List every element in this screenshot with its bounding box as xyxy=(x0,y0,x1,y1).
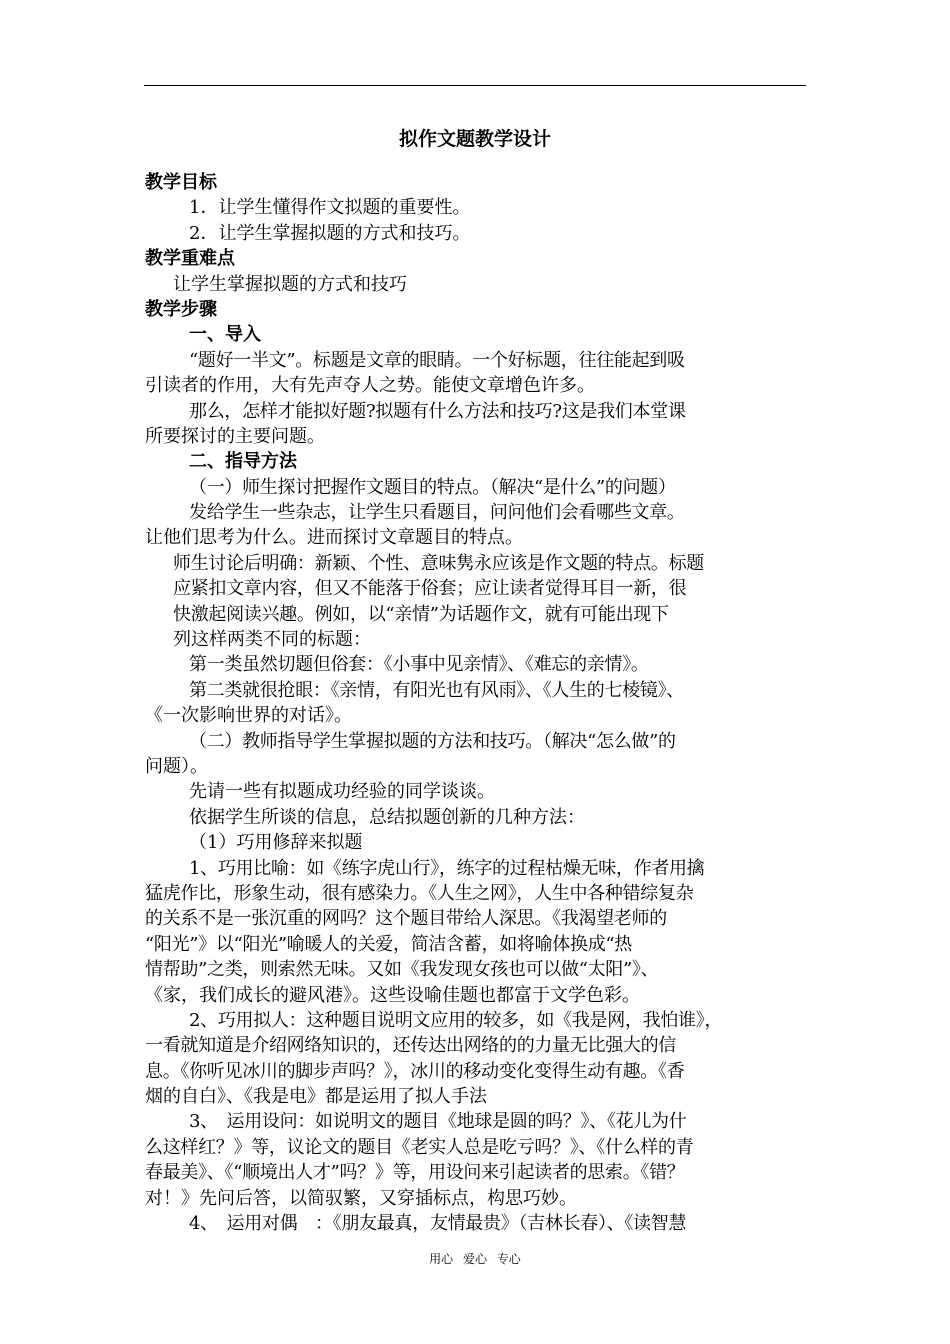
text-line: 第二类就很抢眼：《亲情，有阳光也有风雨》、《人生的七棱镜》、 xyxy=(189,679,684,701)
text-line: （一）师生探讨把握作文题目的特点。（解决“是什么”的问题） xyxy=(189,476,676,498)
text-line: 3、 运用设问：如说明文的题目《地球是圆的吗？》、《花儿为什 xyxy=(189,1111,687,1133)
text-line: （1）巧用修辞来拟题 xyxy=(189,832,363,854)
text-line: 先请一些有拟题成功经验的同学谈谈。 xyxy=(189,781,495,803)
section-heading: 一、导入 xyxy=(189,324,261,346)
section-heading: 二、指导方法 xyxy=(189,451,297,473)
text-line: 应紧扣文章内容，但又不能落于俗套；应让读者觉得耳目一新，很 xyxy=(173,578,687,600)
text-line: 春最美》、《“顺境出人才”吗？》等，用设问来引起读者的思索。《错？ xyxy=(145,1162,685,1184)
text-line: 《一次影响世界的对话》。 xyxy=(145,705,352,727)
text-line: 所要探讨的主要问题。 xyxy=(145,425,325,447)
text-line: 那么，怎样才能拟好题?拟题有什么方法和技巧?这是我们本堂课 xyxy=(189,400,686,422)
document-body xyxy=(145,170,807,1236)
text-line: 让他们思考为什么。进而探讨文章题目的特点。 xyxy=(145,527,523,549)
text-line: 《家，我们成长的避风港》。这些设喻佳题也都富于文学色彩。 xyxy=(145,984,640,1006)
section-heading: 教学步骤 xyxy=(145,298,217,320)
text-line: 4、 运用对偶 ：《朋友最真，友情最贵》（吉林长春）、《读智慧 xyxy=(189,1213,687,1235)
text-line: “阳光”》以“阳光”喻暖人的关爱，简洁含蓄，如将喻体换成“热 xyxy=(145,933,633,955)
text-line: 第一类虽然切题但俗套：《小事中见亲情》、《难忘的亲情》。 xyxy=(189,654,649,676)
page-title: 拟作文题教学设计 xyxy=(398,128,551,150)
text-line: 师生讨论后明确：新颖、个性、意味隽永应该是作文题的特点。标题 xyxy=(173,552,704,574)
page-footer: 用心 爱心 专心 xyxy=(429,1252,521,1266)
text-line: 让学生掌握拟题的方式和技巧 xyxy=(173,273,407,295)
text-line: 问题）。 xyxy=(145,755,208,777)
text-line: 1、巧用比喻：如《练字虎山行》，练字的过程枯燥无味，作者用擒 xyxy=(189,857,705,879)
text-line: 1．让学生懂得作文拟题的重要性。 xyxy=(189,197,471,219)
text-line: 依据学生所谈的信息，总结拟题创新的几种方法： xyxy=(189,806,585,828)
text-line: 引读者的作用，大有先声夺人之势。能使文章增色许多。 xyxy=(145,375,595,397)
text-line: “题好一半文”。标题是文章的眼睛。一个好标题，往往能起到吸 xyxy=(189,349,685,371)
section-heading: 教学重难点 xyxy=(145,248,235,270)
text-line: 么这样红？》等，议论文的题目《老实人总是吃亏吗？》、《什么样的青 xyxy=(145,1136,694,1158)
text-line: 一看就知道是介绍网络知识的，还传达出网络的的力量无比强大的信 xyxy=(145,1035,676,1057)
text-line: 发给学生一些杂志，让学生只看题目，问问他们会看哪些文章。 xyxy=(189,502,685,524)
text-line: 的关系不是一张沉重的网吗？这个题目带给人深思。《我渴望老师的 xyxy=(145,908,667,930)
text-line: （二）教师指导学生掌握拟题的方法和技巧。（解决“怎么做”的 xyxy=(189,730,676,752)
text-line: 2、巧用拟人：这种题目说明文应用的较多，如《我是网，我怕谁》， xyxy=(189,1009,723,1031)
text-line: 猛虎作比，形象生动，很有感染力。《人生之网》，人生中各种错综复杂 xyxy=(145,882,694,904)
text-line: 快激起阅读兴趣。例如，以“亲情”为话题作文，就有可能出现下 xyxy=(173,603,669,625)
text-line: 列这样两类不同的标题： xyxy=(173,629,371,651)
section-heading: 教学目标 xyxy=(145,172,217,193)
text-line: 息。《你听见冰川的脚步声吗？》，冰川的移动变化变得生动有趣。《香 xyxy=(145,1060,685,1082)
text-line: 烟的自白》、《我是电》都是运用了拟人手法 xyxy=(145,1086,487,1108)
text-line: 对！》先问后答，以简驭繁，又穿插标点，构思巧妙。 xyxy=(145,1187,577,1209)
text-line: 情帮助”之类，则索然无味。又如《我发现女孩也可以做“太阳”》、 xyxy=(145,959,659,981)
text-line: 2．让学生掌握拟题的方式和技巧。 xyxy=(189,222,471,244)
header-rule xyxy=(144,85,806,86)
